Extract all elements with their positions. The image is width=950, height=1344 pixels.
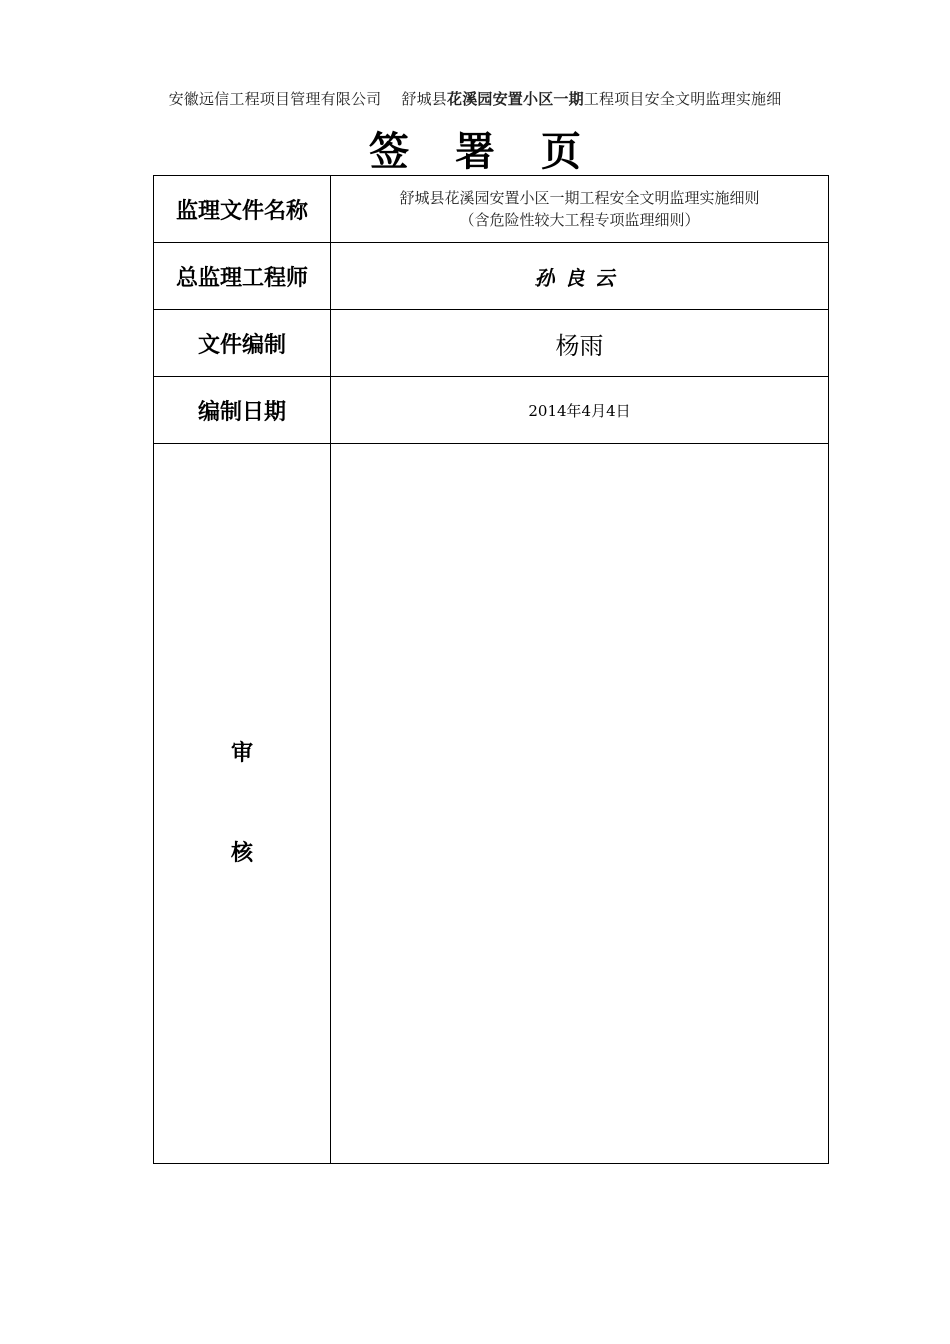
review-label-char1: 审 [230,740,253,766]
project-name: 花溪园安置小区一期 [447,90,584,108]
table-row [154,444,829,1164]
date-text: 2014年4月4日 [528,401,631,420]
compile-date-value [331,377,829,444]
chief-engineer-label: 总监理工程师 [154,243,331,310]
review-label-char2: 核 [230,840,253,866]
review-label [154,444,331,1164]
table-row [154,243,829,310]
compiled-by-value [331,310,829,377]
company-name: 安徽远信工程项目管理有限公司 [168,90,382,108]
signature-text: 孙良云 [534,265,625,290]
review-value [331,444,829,1164]
author-name: 杨雨 [555,331,604,360]
page-title: 签署页 [369,128,627,175]
table-row [154,310,829,377]
compile-date-label: 编制日期 [154,377,331,444]
project-suffix: 工程项目安全文明监理实施细 [583,90,782,108]
signature-table [153,175,829,1164]
compiled-by-label: 文件编制 [154,310,331,377]
page-header [0,88,950,109]
doc-name-line1: 舒城县花溪园安置小区一期工程安全文明监理实施细则 [399,189,760,207]
doc-name-value [331,176,829,243]
doc-name-line2: （含危险性较大工程专项监理细则） [459,211,700,229]
project-prefix: 舒城县 [401,90,447,108]
chief-engineer-signature [331,243,829,310]
doc-name-label: 监理文件名称 [154,176,331,243]
table-row [154,176,829,243]
table-row [154,377,829,444]
